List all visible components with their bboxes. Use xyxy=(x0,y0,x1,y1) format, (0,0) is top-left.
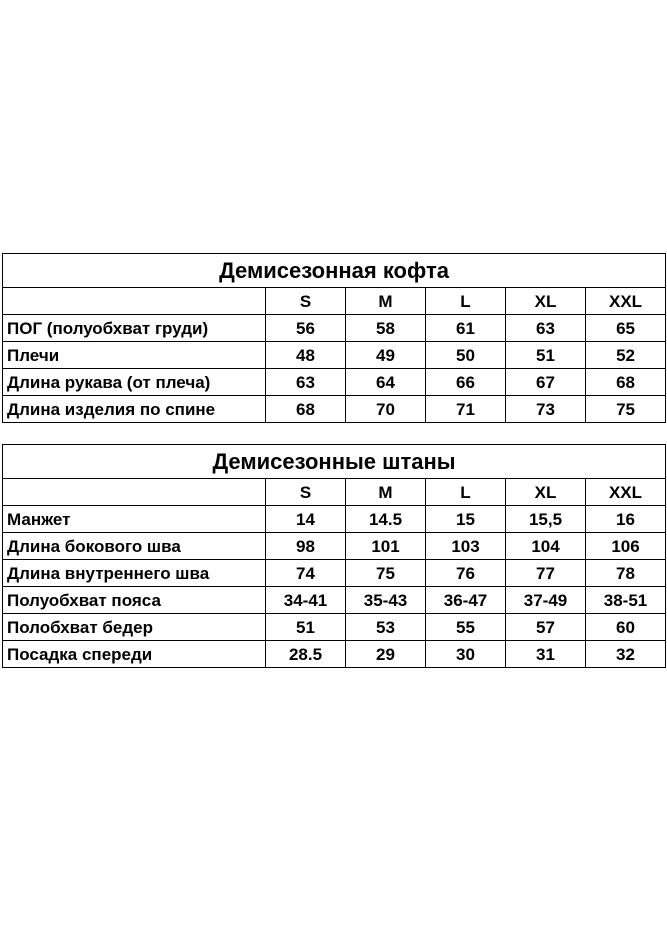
table-cell: 15 xyxy=(426,506,506,533)
table-cell: 34-41 xyxy=(266,587,346,614)
table-cell: 73 xyxy=(506,396,586,423)
table-cell: 98 xyxy=(266,533,346,560)
table-cell: 14.5 xyxy=(346,506,426,533)
table-cell: 50 xyxy=(426,342,506,369)
row-label: Полуобхват пояса xyxy=(3,587,266,614)
table-row xyxy=(3,614,666,641)
row-label: Длина рукава (от плеча) xyxy=(3,369,266,396)
table-cell: 49 xyxy=(346,342,426,369)
table-cell: 106 xyxy=(586,533,666,560)
table-cell: 51 xyxy=(266,614,346,641)
table-cell: 63 xyxy=(266,369,346,396)
table-cell: 78 xyxy=(586,560,666,587)
table-cell: 56 xyxy=(266,315,346,342)
jacket-size-table xyxy=(2,253,666,423)
table-cell: 101 xyxy=(346,533,426,560)
size-header-m: M xyxy=(346,479,426,506)
table-cell: 52 xyxy=(586,342,666,369)
header-corner-cell xyxy=(3,288,266,315)
table-cell: 51 xyxy=(506,342,586,369)
size-header-xxl: XXL xyxy=(586,479,666,506)
table-cell: 15,5 xyxy=(506,506,586,533)
table-cell: 16 xyxy=(586,506,666,533)
table-cell: 57 xyxy=(506,614,586,641)
size-header-s: S xyxy=(266,479,346,506)
table-cell: 29 xyxy=(346,641,426,668)
size-header-row xyxy=(3,479,666,506)
table-cell: 75 xyxy=(346,560,426,587)
table-cell: 75 xyxy=(586,396,666,423)
table-row xyxy=(3,533,666,560)
size-header-l: L xyxy=(426,479,506,506)
table-cell: 77 xyxy=(506,560,586,587)
row-label: Полобхват бедер xyxy=(3,614,266,641)
size-header-xxl: XXL xyxy=(586,288,666,315)
table-cell: 48 xyxy=(266,342,346,369)
table-row xyxy=(3,342,666,369)
jacket-table-title: Демисезонная кофта xyxy=(3,254,666,288)
table-cell: 67 xyxy=(506,369,586,396)
row-label: Длина изделия по спине xyxy=(3,396,266,423)
table-row xyxy=(3,641,666,668)
size-header-xl: XL xyxy=(506,479,586,506)
table-cell: 38-51 xyxy=(586,587,666,614)
table-cell: 61 xyxy=(426,315,506,342)
size-header-m: M xyxy=(346,288,426,315)
table-row xyxy=(3,560,666,587)
table-cell: 68 xyxy=(586,369,666,396)
table-cell: 31 xyxy=(506,641,586,668)
table-cell: 58 xyxy=(346,315,426,342)
size-header-l: L xyxy=(426,288,506,315)
table-cell: 60 xyxy=(586,614,666,641)
row-label: Посадка спереди xyxy=(3,641,266,668)
table-cell: 70 xyxy=(346,396,426,423)
table-title-row xyxy=(3,254,666,288)
table-cell: 14 xyxy=(266,506,346,533)
row-label: ПОГ (полуобхват груди) xyxy=(3,315,266,342)
table-cell: 68 xyxy=(266,396,346,423)
table-row xyxy=(3,315,666,342)
table-cell: 30 xyxy=(426,641,506,668)
row-label: Плечи xyxy=(3,342,266,369)
table-cell: 76 xyxy=(426,560,506,587)
pants-size-table xyxy=(2,444,666,668)
size-header-row xyxy=(3,288,666,315)
table-row xyxy=(3,587,666,614)
size-header-xl: XL xyxy=(506,288,586,315)
table-row xyxy=(3,506,666,533)
row-label: Длина бокового шва xyxy=(3,533,266,560)
table-cell: 55 xyxy=(426,614,506,641)
table-cell: 35-43 xyxy=(346,587,426,614)
table-cell: 64 xyxy=(346,369,426,396)
header-corner-cell xyxy=(3,479,266,506)
table-cell: 71 xyxy=(426,396,506,423)
table-row xyxy=(3,369,666,396)
row-label: Манжет xyxy=(3,506,266,533)
table-title-row xyxy=(3,445,666,479)
table-cell: 103 xyxy=(426,533,506,560)
table-cell: 32 xyxy=(586,641,666,668)
table-cell: 63 xyxy=(506,315,586,342)
table-cell: 74 xyxy=(266,560,346,587)
table-cell: 65 xyxy=(586,315,666,342)
table-cell: 37-49 xyxy=(506,587,586,614)
size-header-s: S xyxy=(266,288,346,315)
table-cell: 36-47 xyxy=(426,587,506,614)
table-cell: 28.5 xyxy=(266,641,346,668)
table-cell: 66 xyxy=(426,369,506,396)
row-label: Длина внутреннего шва xyxy=(3,560,266,587)
table-cell: 104 xyxy=(506,533,586,560)
table-cell: 53 xyxy=(346,614,426,641)
pants-table-title: Демисезонные штаны xyxy=(3,445,666,479)
table-row xyxy=(3,396,666,423)
